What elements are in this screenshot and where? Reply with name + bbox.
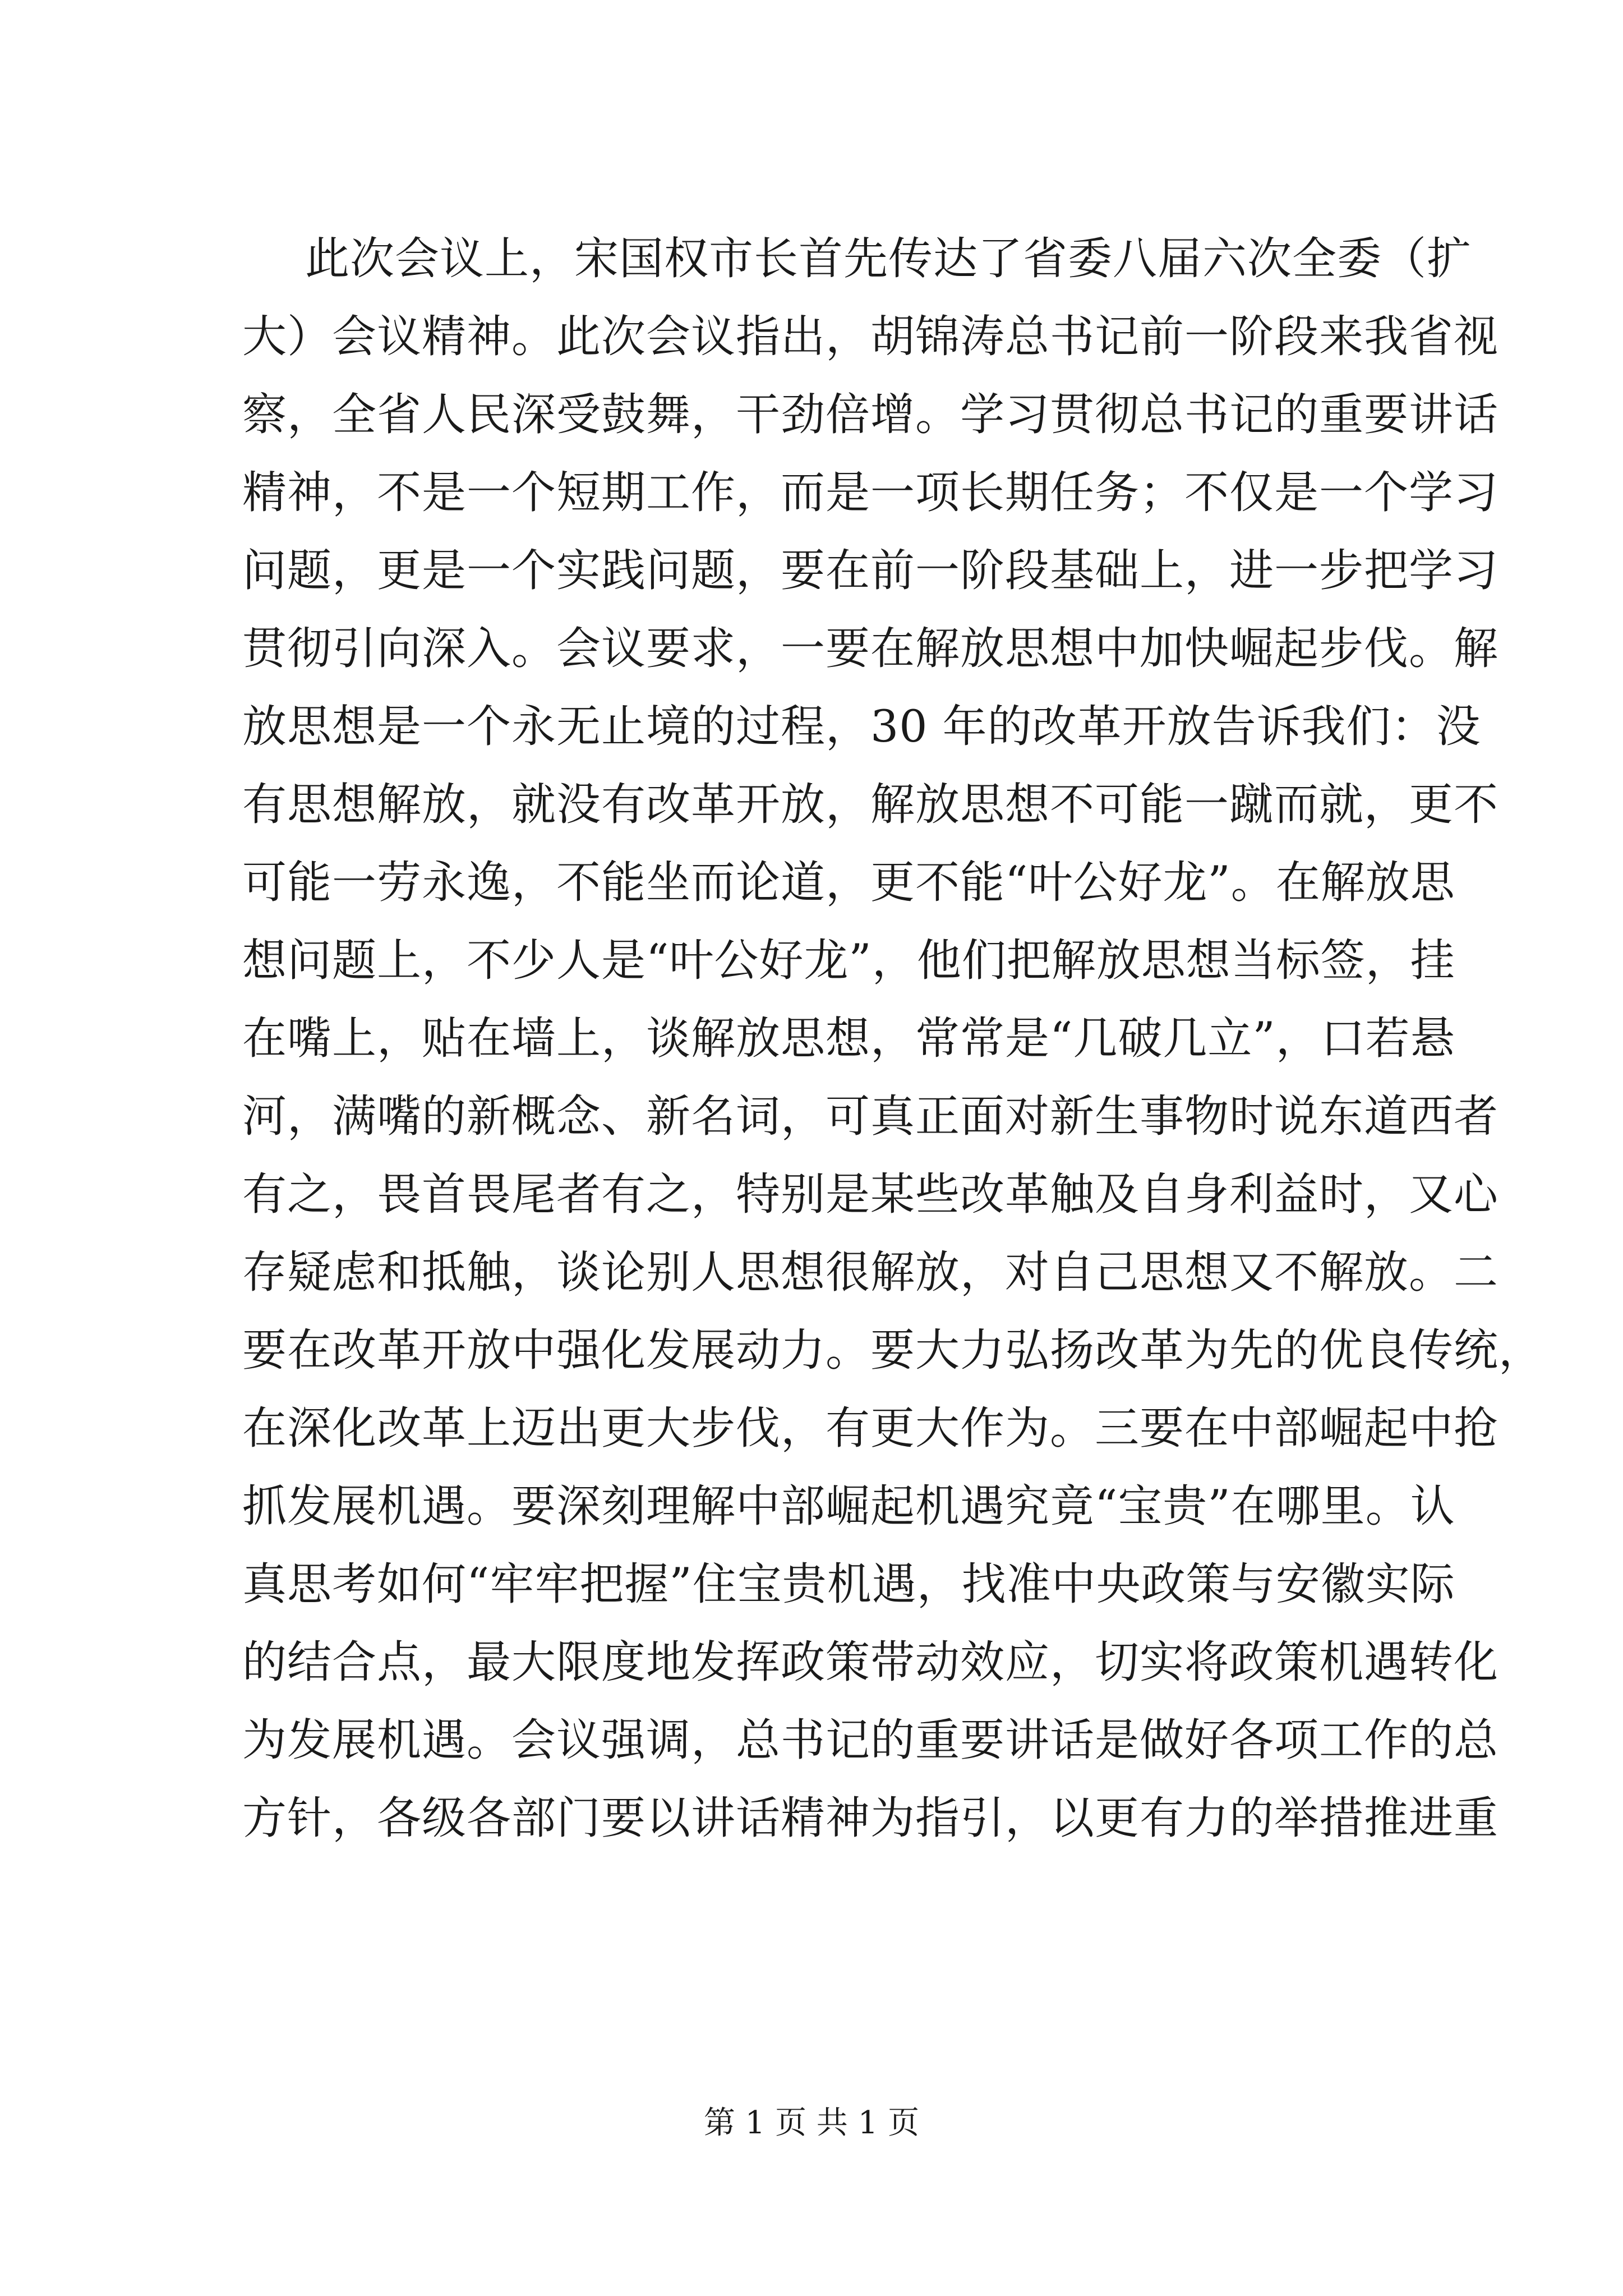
page-footer <box>0 2101 1623 2146</box>
text-line: 为发展机遇。会议强调，总书记的重要讲话是做好各项工作的总 <box>242 1714 1498 1766</box>
text-line: 存疑虑和抵触，谈论别人思想很解放，对自己思想又不解放。二 <box>242 1246 1498 1298</box>
text-line: 大）会议精神。此次会议指出，胡锦涛总书记前一阶段来我省视 <box>242 311 1498 362</box>
text-line: 放思想是一个永无止境的过程，30 年的改革开放告诉我们：没 <box>242 701 1481 752</box>
text-line: 有思想解放，就没有改革开放，解放思想不可能一蹴而就，更不 <box>242 779 1498 830</box>
text-line: 真思考如何“牢牢把握”住宝贵机遇，找准中央政策与安徽实际 <box>242 1558 1455 1610</box>
text-line: 在嘴上，贴在墙上，谈解放思想，常常是“几破几立”，口若悬 <box>242 1013 1455 1064</box>
text-line: 可能一劳永逸，不能坐而论道，更不能“叶公好龙”。在解放思 <box>242 857 1455 908</box>
text-line: 在深化改革上迈出更大步伐，有更大作为。三要在中部崛起中抢 <box>242 1402 1498 1454</box>
text-line: 贯彻引向深入。会议要求，一要在解放思想中加快崛起步伐。解 <box>242 623 1498 674</box>
text-line: 要在改革开放中强化发展动力。要大力弘扬改革为先的优良传统， <box>242 1324 1543 1376</box>
text-line: 察，全省人民深受鼓舞，干劲倍增。学习贯彻总书记的重要讲话 <box>242 389 1498 440</box>
text-line: 此次会议上，宋国权市长首先传达了省委八届六次全委（扩 <box>305 233 1472 284</box>
page-number-label: 第 1 页 共 1 页 <box>703 2105 920 2141</box>
body-paragraph <box>242 220 1543 1857</box>
text-line: 的结合点，最大限度地发挥政策带动效应，切实将政策机遇转化 <box>242 1636 1498 1688</box>
text-line: 河，满嘴的新概念、新名词，可真正面对新生事物时说东道西者 <box>242 1091 1498 1142</box>
text-line: 想问题上，不少人是“叶公好龙”，他们把解放思想当标签，挂 <box>242 935 1455 986</box>
text-line: 方针，各级各部门要以讲话精神为指引，以更有力的举措推进重 <box>242 1792 1498 1844</box>
text-line: 抓发展机遇。要深刻理解中部崛起机遇究竟“宝贵”在哪里。认 <box>242 1480 1455 1532</box>
text-line: 问题，更是一个实践问题，要在前一阶段基础上，进一步把学习 <box>242 545 1498 596</box>
text-line: 精神，不是一个短期工作，而是一项长期任务；不仅是一个学习 <box>242 467 1498 518</box>
text-line: 有之，畏首畏尾者有之，特别是某些改革触及自身利益时，又心 <box>242 1168 1498 1220</box>
